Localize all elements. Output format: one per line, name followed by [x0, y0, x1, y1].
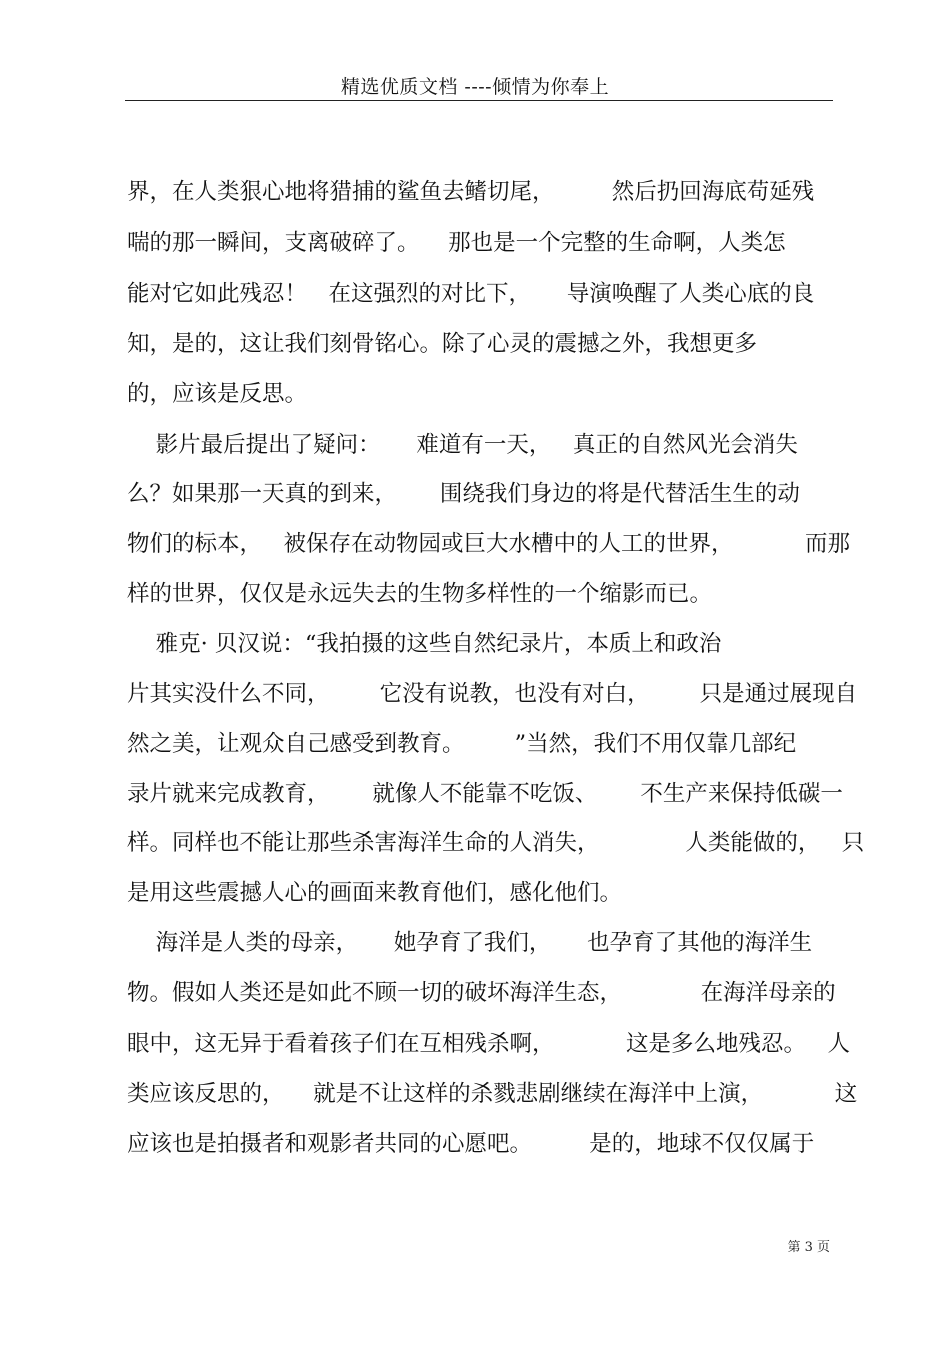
text-line: 样。同样也不能让那些杀害海洋生命的人消失， 人类能做的， 只	[127, 830, 865, 856]
text-line: 应该也是拍摄者和观影者共同的心愿吧。 是的，地球不仅仅属于	[127, 1131, 815, 1157]
text-line: 类应该反思的， 就是不让这样的杀戮悲剧继续在海洋中上演， 这	[127, 1081, 858, 1107]
text-line: 喘的那一瞬间，支离破碎了。 那也是一个完整的生命啊，人类怎	[127, 230, 786, 256]
text-line: 物们的标本， 被保存在动物园或巨大水槽中的人工的世界， 而那	[127, 531, 850, 557]
page-number: 第 3 页	[787, 1240, 830, 1255]
text-line: 么？如果那一天真的到来， 围绕我们身边的将是代替活生生的动	[127, 481, 800, 507]
page-header: 精选优质文档 ----倾情为你奉上	[340, 76, 610, 98]
text-line: 眼中，这无异于看着孩子们在互相残杀啊， 这是多么地残忍。 人	[127, 1031, 850, 1057]
text-line: 样的世界，仅仅是永远失去的生物多样性的一个缩影而已。	[127, 581, 713, 607]
text-line: 能对它如此残忍！ 在这强烈的对比下， 导演唤醒了人类心底的良	[127, 281, 815, 307]
text-line: 然之美，让观众自己感受到教育。 ”当然，我们不用仅靠几部纪	[127, 731, 797, 757]
text-line: 物。假如人类还是如此不顾一切的破坏海洋生态， 在海洋母亲的	[127, 980, 836, 1006]
text-line: 海洋是人类的母亲， 她孕育了我们， 也孕育了其他的海洋生	[127, 930, 813, 956]
text-line: 片其实没什么不同， 它没有说教，也没有对白， 只是通过展现自	[127, 681, 858, 707]
text-line: 知，是的，这让我们刻骨铭心。除了心灵的震撼之外，我想更多	[127, 331, 758, 357]
text-line: 界，在人类狠心地将猎捕的鲨鱼去鳍切尾， 然后扔回海底苟延残	[127, 179, 815, 205]
header-divider	[125, 100, 833, 101]
text-line: 雅克· 贝汉说：“我拍摄的这些自然纪录片，本质上和政治	[127, 631, 722, 657]
text-line: 录片就来完成教育， 就像人不能靠不吃饭、 不生产来保持低碳一	[127, 781, 843, 807]
text-line: 是用这些震撼人心的画面来教育他们，感化他们。	[127, 880, 623, 906]
text-line: 的，应该是反思。	[127, 381, 308, 407]
text-line: 影片最后提出了疑问： 难道有一天， 真正的自然风光会消失	[127, 432, 798, 458]
